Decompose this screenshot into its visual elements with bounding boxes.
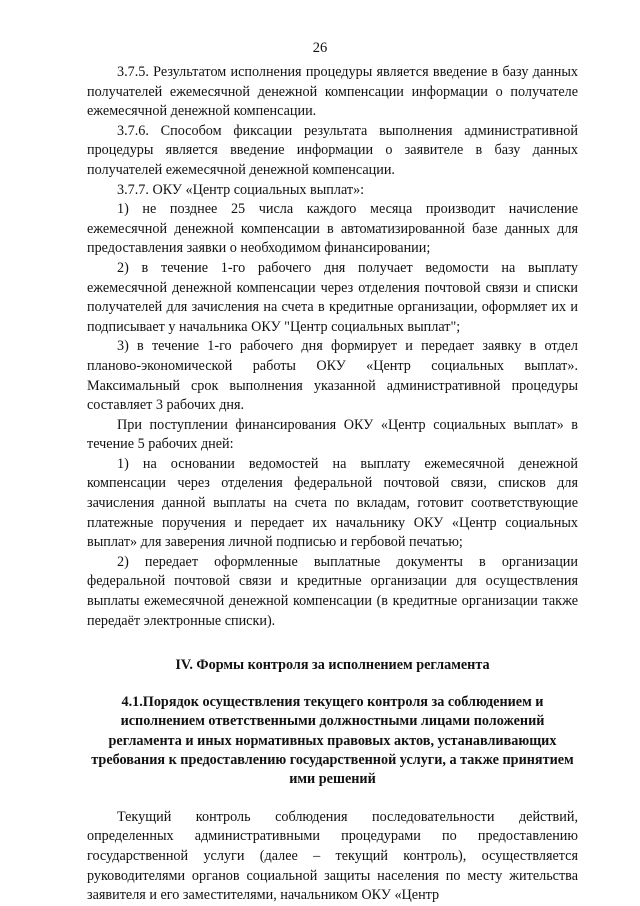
section-heading: IV. Формы контроля за исполнением регламента (175, 657, 490, 674)
list-item-2: 2) в течение 1-го рабочего дня получает ведомости на выплату ежемесячной денежной компенсации через отделения почтовой связи и списки получателей для зачисления на счета в кредитные организации, оформляет их и подписывает у начальника ОКУ "Центр социальных выплат"; (87, 259, 578, 335)
paragraph-3-7-5: 3.7.5. Результатом исполнения процедуры является введение в базу данных получателей ежемесячной денежной компенсации информации о получателе ежемесячной денежной компенсации. (87, 64, 578, 120)
subsection-heading: 4.1.Порядок осуществления текущего контроля за соблюдением и исполнением ответственными должностными лицами положений регламента и иных нормативных правовых актов, устанавливающих требования к предоставлению государственной услуги, а также принятием ими решений (91, 693, 574, 788)
financing-item-1: 1) на основании ведомостей на выплату ежемесячной денежной компенсации через отделения федеральной почтовой связи, списков для зачисления данной выплаты на счета по вкладам, готовит соответствующие платежные поручения и передает их начальнику ОКУ «Центр социальных выплат» для заверения личной подписью и гербовой печатью; (87, 455, 578, 551)
paragraph-3-7-7: 3.7.7. ОКУ «Центр социальных выплат»: (117, 181, 365, 198)
list-item-1: 1) не позднее 25 числа каждого месяца производит начисление ежемесячной денежной компенсации в автоматизированной базе данных для предоставления заявки о необходимом финансировании; (87, 201, 578, 257)
list-item-3: 3) в течение 1-го рабочего дня формирует и передает заявку в отдел планово-экономической работы ОКУ «Центр социальных выплат». Максимальный срок выполнения указанной административной процедуры составляет 3 рабочих дня. (87, 338, 578, 414)
financing-item-2: 2) передает оформленные выплатные документы в организации федеральной почтовой связи и кредитные организации для осуществления выплаты ежемесячной денежной компенсации (в кредитные организации также передаёт электронные списки). (87, 553, 578, 629)
page-number: 26 (312, 40, 328, 56)
final-paragraph: Текущий контроль соблюдения последовательности действий, определенных административными процедурами по предоставлению государственной услуги (далее – текущий контроль), осуществляется руководителями органов социальной защиты населения по месту жительства заявителя и его заместителями, начальником ОКУ «Центр (87, 808, 578, 904)
paragraph-3-7-6: 3.7.6. Способом фиксации результата выполнения административной процедуры является введение информации о заявителе в базу данных получателей ежемесячной денежной компенсации. (87, 122, 578, 178)
financing-intro: При поступлении финансирования ОКУ «Центр социальных выплат» в течение 5 рабочих дней: (87, 416, 578, 453)
document-body (87, 63, 578, 906)
